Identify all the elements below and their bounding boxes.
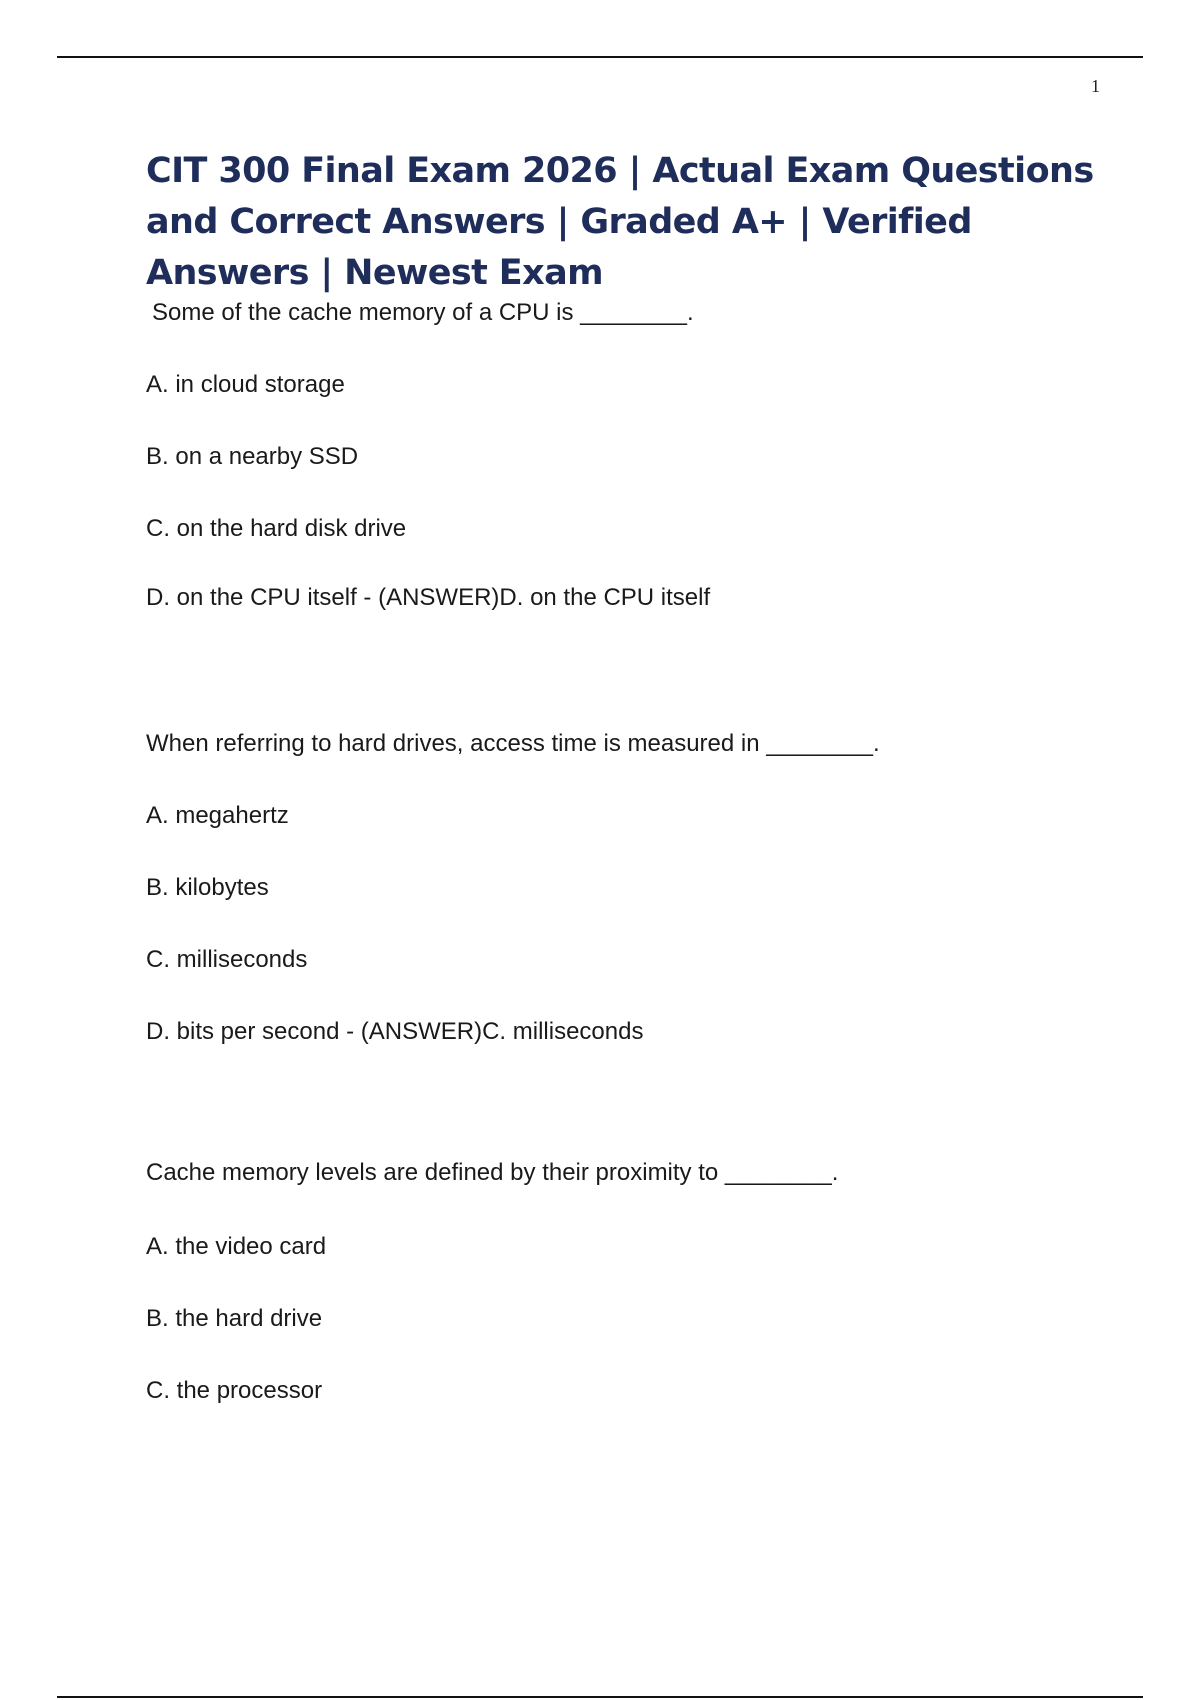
answer-option: C. on the hard disk drive [146, 515, 407, 542]
question-2 [146, 729, 1106, 1047]
question-text: Cache memory levels are defined by their proximity to ________. [146, 1159, 839, 1186]
question-3 [146, 1158, 1106, 1406]
question-text: Some of the cache memory of a CPU is ________. [152, 299, 694, 326]
answer-option: D. on the CPU itself - (ANSWER)D. on the CPU itself [146, 584, 711, 611]
answer-option: C. milliseconds [146, 946, 308, 973]
footer-rule [57, 1696, 1143, 1698]
question-1 [146, 298, 1106, 613]
header-rule [57, 56, 1143, 58]
answer-option: B. on a nearby SSD [146, 443, 359, 470]
answer-option: D. bits per second - (ANSWER)C. milliseconds [146, 1018, 644, 1045]
answer-option: A. the video card [146, 1233, 327, 1260]
answer-option: B. kilobytes [146, 874, 269, 901]
answer-option: A. megahertz [146, 802, 289, 829]
answer-option: B. the hard drive [146, 1305, 323, 1332]
question-text: When referring to hard drives, access time is measured in ________. [146, 730, 880, 757]
document-body [146, 146, 1106, 1406]
document-title: CIT 300 Final Exam 2026 | Actual Exam Questions and Correct Answers | Graded A+ | Verified Answers | Newest Exam [146, 151, 1094, 293]
answer-option: A. in cloud storage [146, 371, 345, 398]
page-number: 1 [1091, 76, 1100, 96]
answer-option: C. the processor [146, 1377, 323, 1404]
